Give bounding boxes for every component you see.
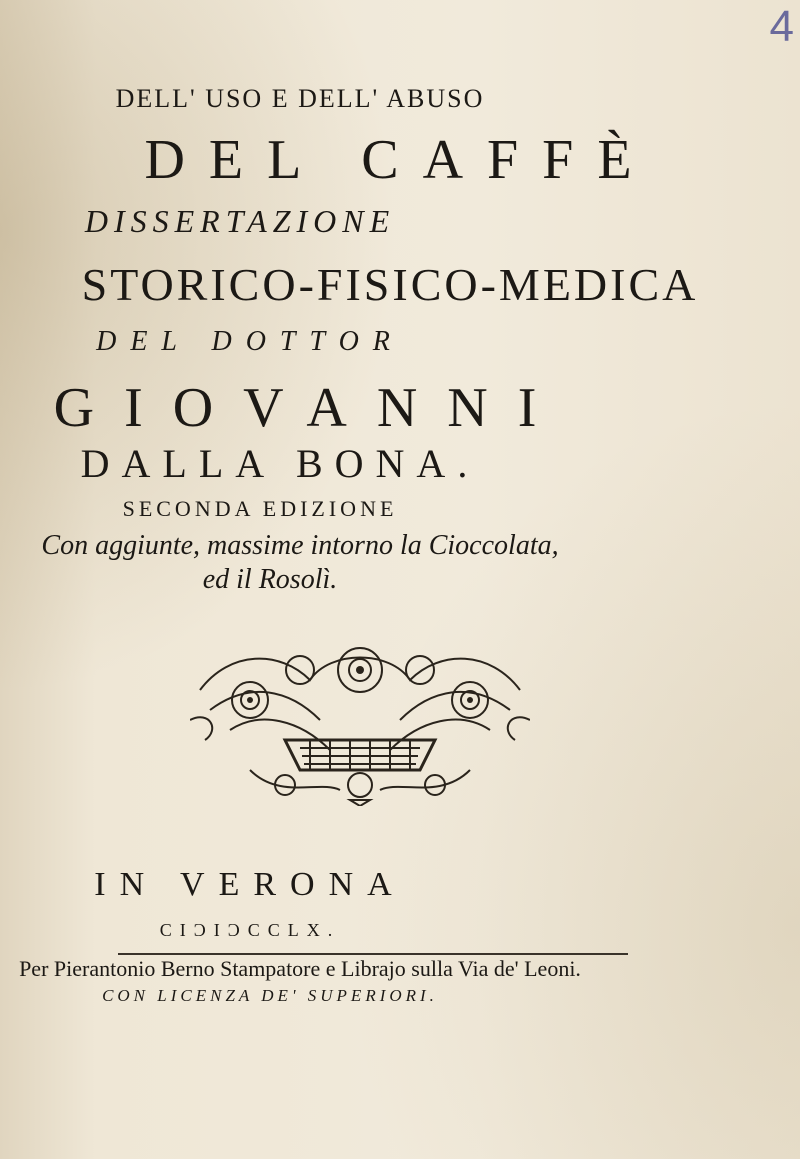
additions-line-2: ed il Rosolì.	[202, 564, 338, 595]
page-number: 4	[769, 2, 794, 51]
imprint-year: CIϽIϽCCLX.	[159, 920, 341, 940]
title-line-3: DISSERTAZIONE	[84, 203, 396, 239]
title-line-1: DELL' USO E DELL' ABUSO	[115, 84, 485, 113]
author-surname: DALLA BONA.	[80, 441, 480, 486]
imprint-place: IN VERONA	[94, 866, 406, 903]
license-line: CON LICENZA DE' SUPERIORI.	[102, 986, 438, 1005]
edition-line: SECONDA EDIZIONE	[122, 496, 398, 521]
author-prefix: DEL DOTTOR	[96, 326, 404, 357]
floral-basket-ornament-icon	[190, 630, 530, 806]
title-line-4: STORICO-FISICO-MEDICA	[81, 259, 699, 310]
imprint-divider	[118, 953, 628, 955]
author-first-name: GIOVANNI	[53, 377, 567, 439]
title-line-2: DEL CAFFÈ	[144, 129, 656, 191]
additions-line-1: Con aggiunte, massime intorno la Cioccolata,	[41, 530, 559, 561]
printer-line: Per Pierantonio Berno Stampatore e Librajo sulla Via de' Leoni.	[19, 956, 581, 981]
